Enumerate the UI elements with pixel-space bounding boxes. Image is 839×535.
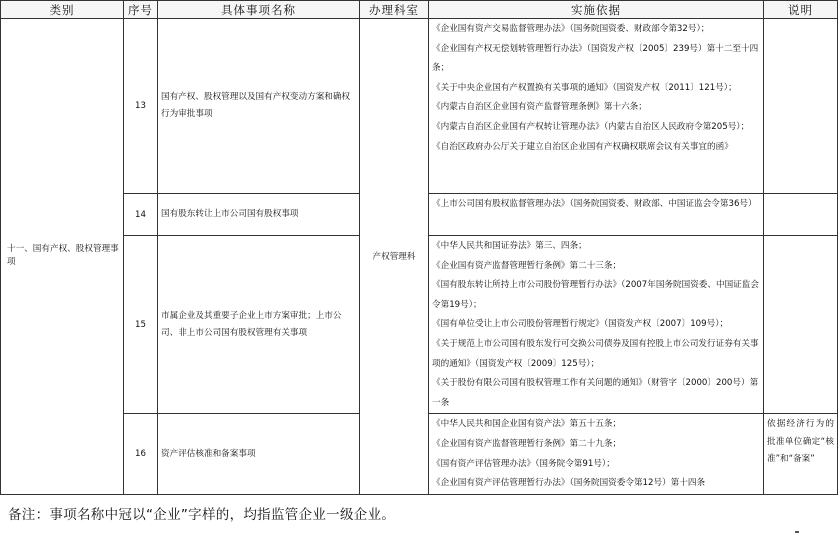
basis-line: 《国有股东转让所持上市公司股份管理暂行办法》（2007年国务院国资委、中国证监会令第19号）； [432, 280, 759, 310]
name-cell[interactable]: 市属企业及其重要子企业上市方案审批；上市公司、非上市公司国有股权管理有关事项 [158, 236, 360, 414]
category-cell[interactable] [1, 19, 124, 495]
basis-line: 《企业国有资产监督管理暂行条例》第二十九条； [432, 438, 622, 449]
basis-cell[interactable] [429, 19, 764, 194]
note-cell[interactable]: 依据经济行为的批准单位确定“核准”和“备案” [764, 414, 838, 494]
basis-line: 《企业国有资产监督管理暂行条例》第二十三条； [432, 260, 622, 271]
header-note[interactable]: 说明 [764, 1, 838, 19]
header-dept[interactable]: 办理科室 [360, 1, 429, 19]
basis-line: 《企业国有产权无偿划转管理暂行办法》（国资发产权〔2005〕239号）第十二至十四条； [432, 43, 759, 74]
cell-handle[interactable] [795, 531, 799, 533]
dept-label: 产权管理科 [372, 252, 416, 263]
note-cell[interactable] [764, 194, 838, 236]
seq-cell[interactable]: 13 [124, 19, 158, 194]
basis-cell[interactable] [429, 236, 764, 414]
name-cell[interactable]: 国有产权、股权管理以及国有产权变动方案和确权行为审批事项 [158, 19, 360, 194]
basis-cell[interactable] [429, 194, 764, 236]
table-header-row [1, 1, 838, 19]
basis-line: 《国有单位受让上市公司股份管理暂行规定》（国资发产权〔2007〕109号）； [432, 319, 729, 330]
header-name[interactable]: 具体事项名称 [158, 1, 360, 19]
basis-line: 《上市公司国有股权监督管理办法》（国务院国资委、财政部、中国证监会令第36号） [432, 199, 757, 209]
category-label: 十一、国有产权、股权管理事项 [7, 244, 119, 268]
basis-line: 《自治区政府办公厅关于建立自治区企业国有产权确权联席会议有关事宜的函》 [432, 141, 733, 152]
basis-line: 《企业国有资产交易监督管理办法》（国务院国资委、财政部令第32号）； [432, 24, 710, 34]
name-cell[interactable]: 资产评估核准和备案事项 [158, 414, 360, 494]
basis-line: 《国有资产评估管理办法》（国务院令第91号）； [432, 458, 615, 469]
basis-line: 《中华人民共和国企业国有资产法》第五十五条； [432, 419, 622, 430]
footnote: 备注：事项名称中冠以“企业”字样的，均指监管企业一级企业。 [8, 507, 396, 523]
note-cell[interactable] [764, 19, 838, 194]
basis-line: 《内蒙古自治区企业国有资产监督管理条例》第十六条； [432, 102, 647, 113]
dept-cell[interactable] [360, 19, 429, 495]
seq-cell[interactable]: 15 [124, 236, 158, 414]
table-row [1, 19, 838, 194]
basis-line: 《关于中央企业国有产权置换有关事项的通知》（国资发产权〔2011〕121号）； [432, 82, 737, 93]
name-cell[interactable]: 国有股东转让上市公司国有股权事项 [158, 194, 360, 236]
basis-line: 《中华人民共和国证券法》第三、四条； [432, 241, 587, 251]
basis-line: 《内蒙古自治区企业国有产权转让管理办法》（内蒙古自治区人民政府令第205号）； [432, 121, 750, 132]
basis-line: 《企业国有资产评估管理暂行办法》（国务院国资委令第12号）第十四条 [432, 478, 706, 489]
basis-line: 《关于股份有限公司国有股权管理工作有关问题的通知》（财管字〔2000〕200号）第一条 [432, 378, 759, 408]
seq-cell[interactable]: 14 [124, 194, 158, 236]
header-basis[interactable]: 实施依据 [429, 1, 764, 19]
header-category[interactable]: 类别 [1, 1, 124, 19]
header-seq[interactable]: 序号 [124, 1, 158, 19]
basis-line: 《关于规范上市公司国有股东发行可交换公司债券及国有控股上市公司发行证券有关事项的通知》（国资发产权〔2009〕125号）； [432, 338, 759, 369]
note-cell[interactable] [764, 236, 838, 414]
seq-cell[interactable]: 16 [124, 414, 158, 494]
basis-cell[interactable] [429, 414, 764, 494]
